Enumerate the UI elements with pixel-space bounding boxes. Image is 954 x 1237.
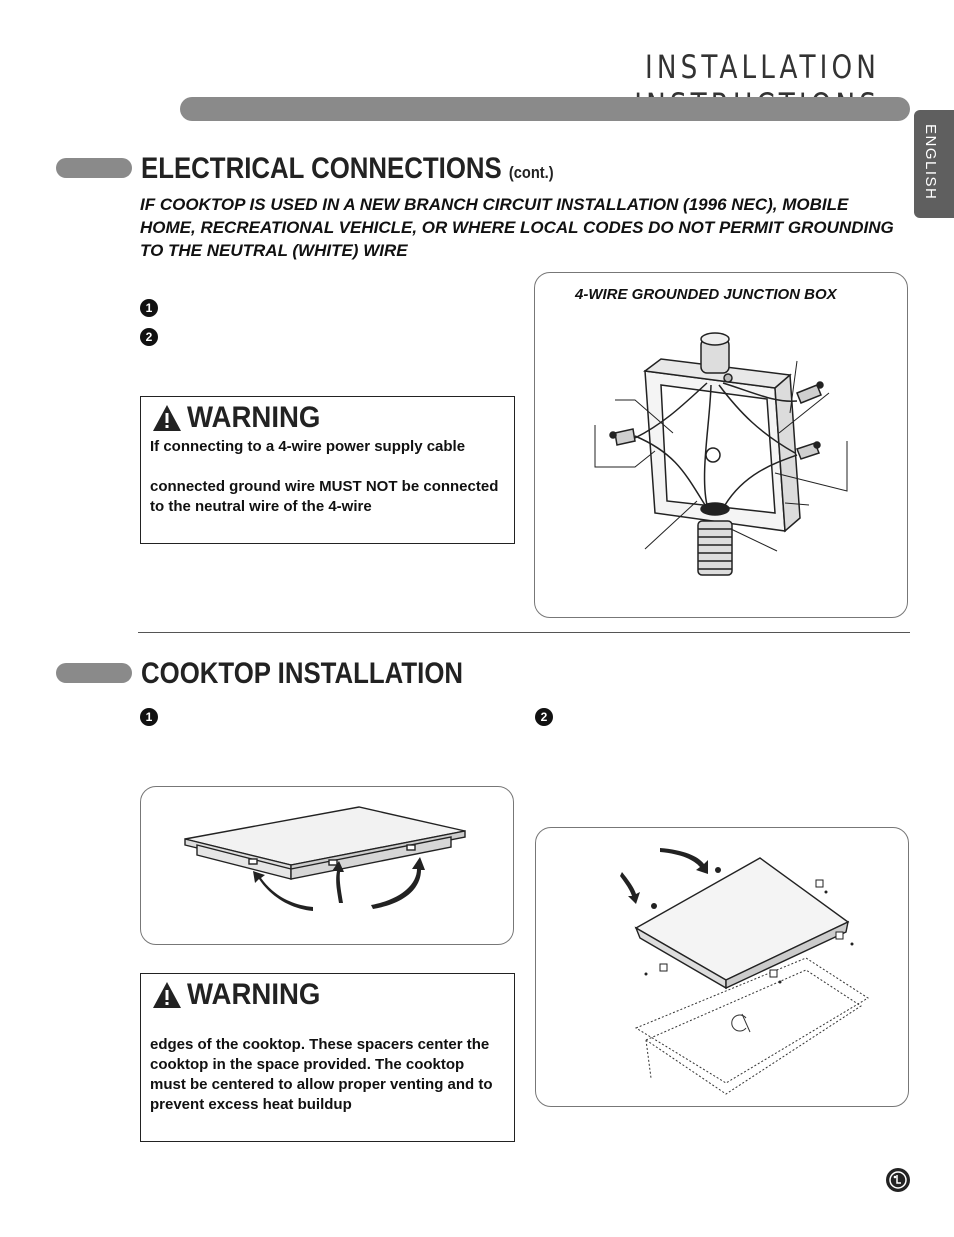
- warning-text-line2: connected ground wire MUST NOT be connected to the neutral wire of the 4-wire: [150, 478, 499, 515]
- step-number-1: 1: [140, 708, 158, 726]
- lg-logo-icon: [885, 1167, 911, 1193]
- language-tab-label: ENGLISH: [922, 124, 939, 201]
- warning-header: [151, 401, 332, 435]
- step-number-1: 1: [140, 299, 158, 317]
- section-divider: [138, 632, 910, 633]
- section-heading-cooktop: COOKTOP INSTALLATION: [141, 657, 464, 690]
- step-number-2: 2: [140, 328, 158, 346]
- electrical-subheading: IF COOKTOP IS USED IN A NEW BRANCH CIRCUIT INSTALLATION (1996 NEC), MOBILE HOME, RECREATIONAL VEHICLE, OR WHERE LOCAL CODES DO NOT PERMIT GROUNDING TO THE NEUTRAL (WHITE) WIRE: [140, 195, 894, 260]
- figure-caption: 4-WIRE GROUNDED JUNCTION BOX: [575, 286, 837, 303]
- cooktop-spacers-figure: [140, 786, 514, 945]
- cooktop-spacers-illustration: [141, 787, 513, 944]
- cooktop-placement-figure: [535, 827, 909, 1107]
- warning-label: WARNING: [187, 401, 321, 434]
- warning-header: [151, 978, 332, 1012]
- warning-triangle-icon: [151, 980, 183, 1010]
- warning-text-line1: If connecting to a 4-wire power supply cable: [150, 438, 466, 455]
- header-bar: [180, 97, 910, 121]
- step-number-2: 2: [535, 708, 553, 726]
- language-tab[interactable]: [914, 110, 954, 218]
- page-title: INSTALLATION: [645, 48, 880, 86]
- section-heading-text: ELECTRICAL CONNECTIONS: [141, 152, 502, 185]
- warning-text: edges of the cooktop. These spacers center the cooktop in the space provided. The cooktop must be centered to allow proper venting and to prevent excess heat buildup: [150, 1036, 493, 1113]
- junction-box-figure: [534, 272, 908, 618]
- warning-triangle-icon: [151, 403, 183, 433]
- warning-box-cooktop: [140, 973, 515, 1142]
- section-heading-electrical: [141, 152, 554, 186]
- section-marker: [56, 663, 132, 683]
- section-heading-suffix: (cont.): [508, 163, 554, 182]
- warning-box-electrical: [140, 396, 515, 544]
- cooktop-placement-illustration: [536, 828, 908, 1106]
- section-marker: [56, 158, 132, 178]
- warning-label: WARNING: [187, 978, 321, 1011]
- junction-box-illustration: [535, 273, 907, 617]
